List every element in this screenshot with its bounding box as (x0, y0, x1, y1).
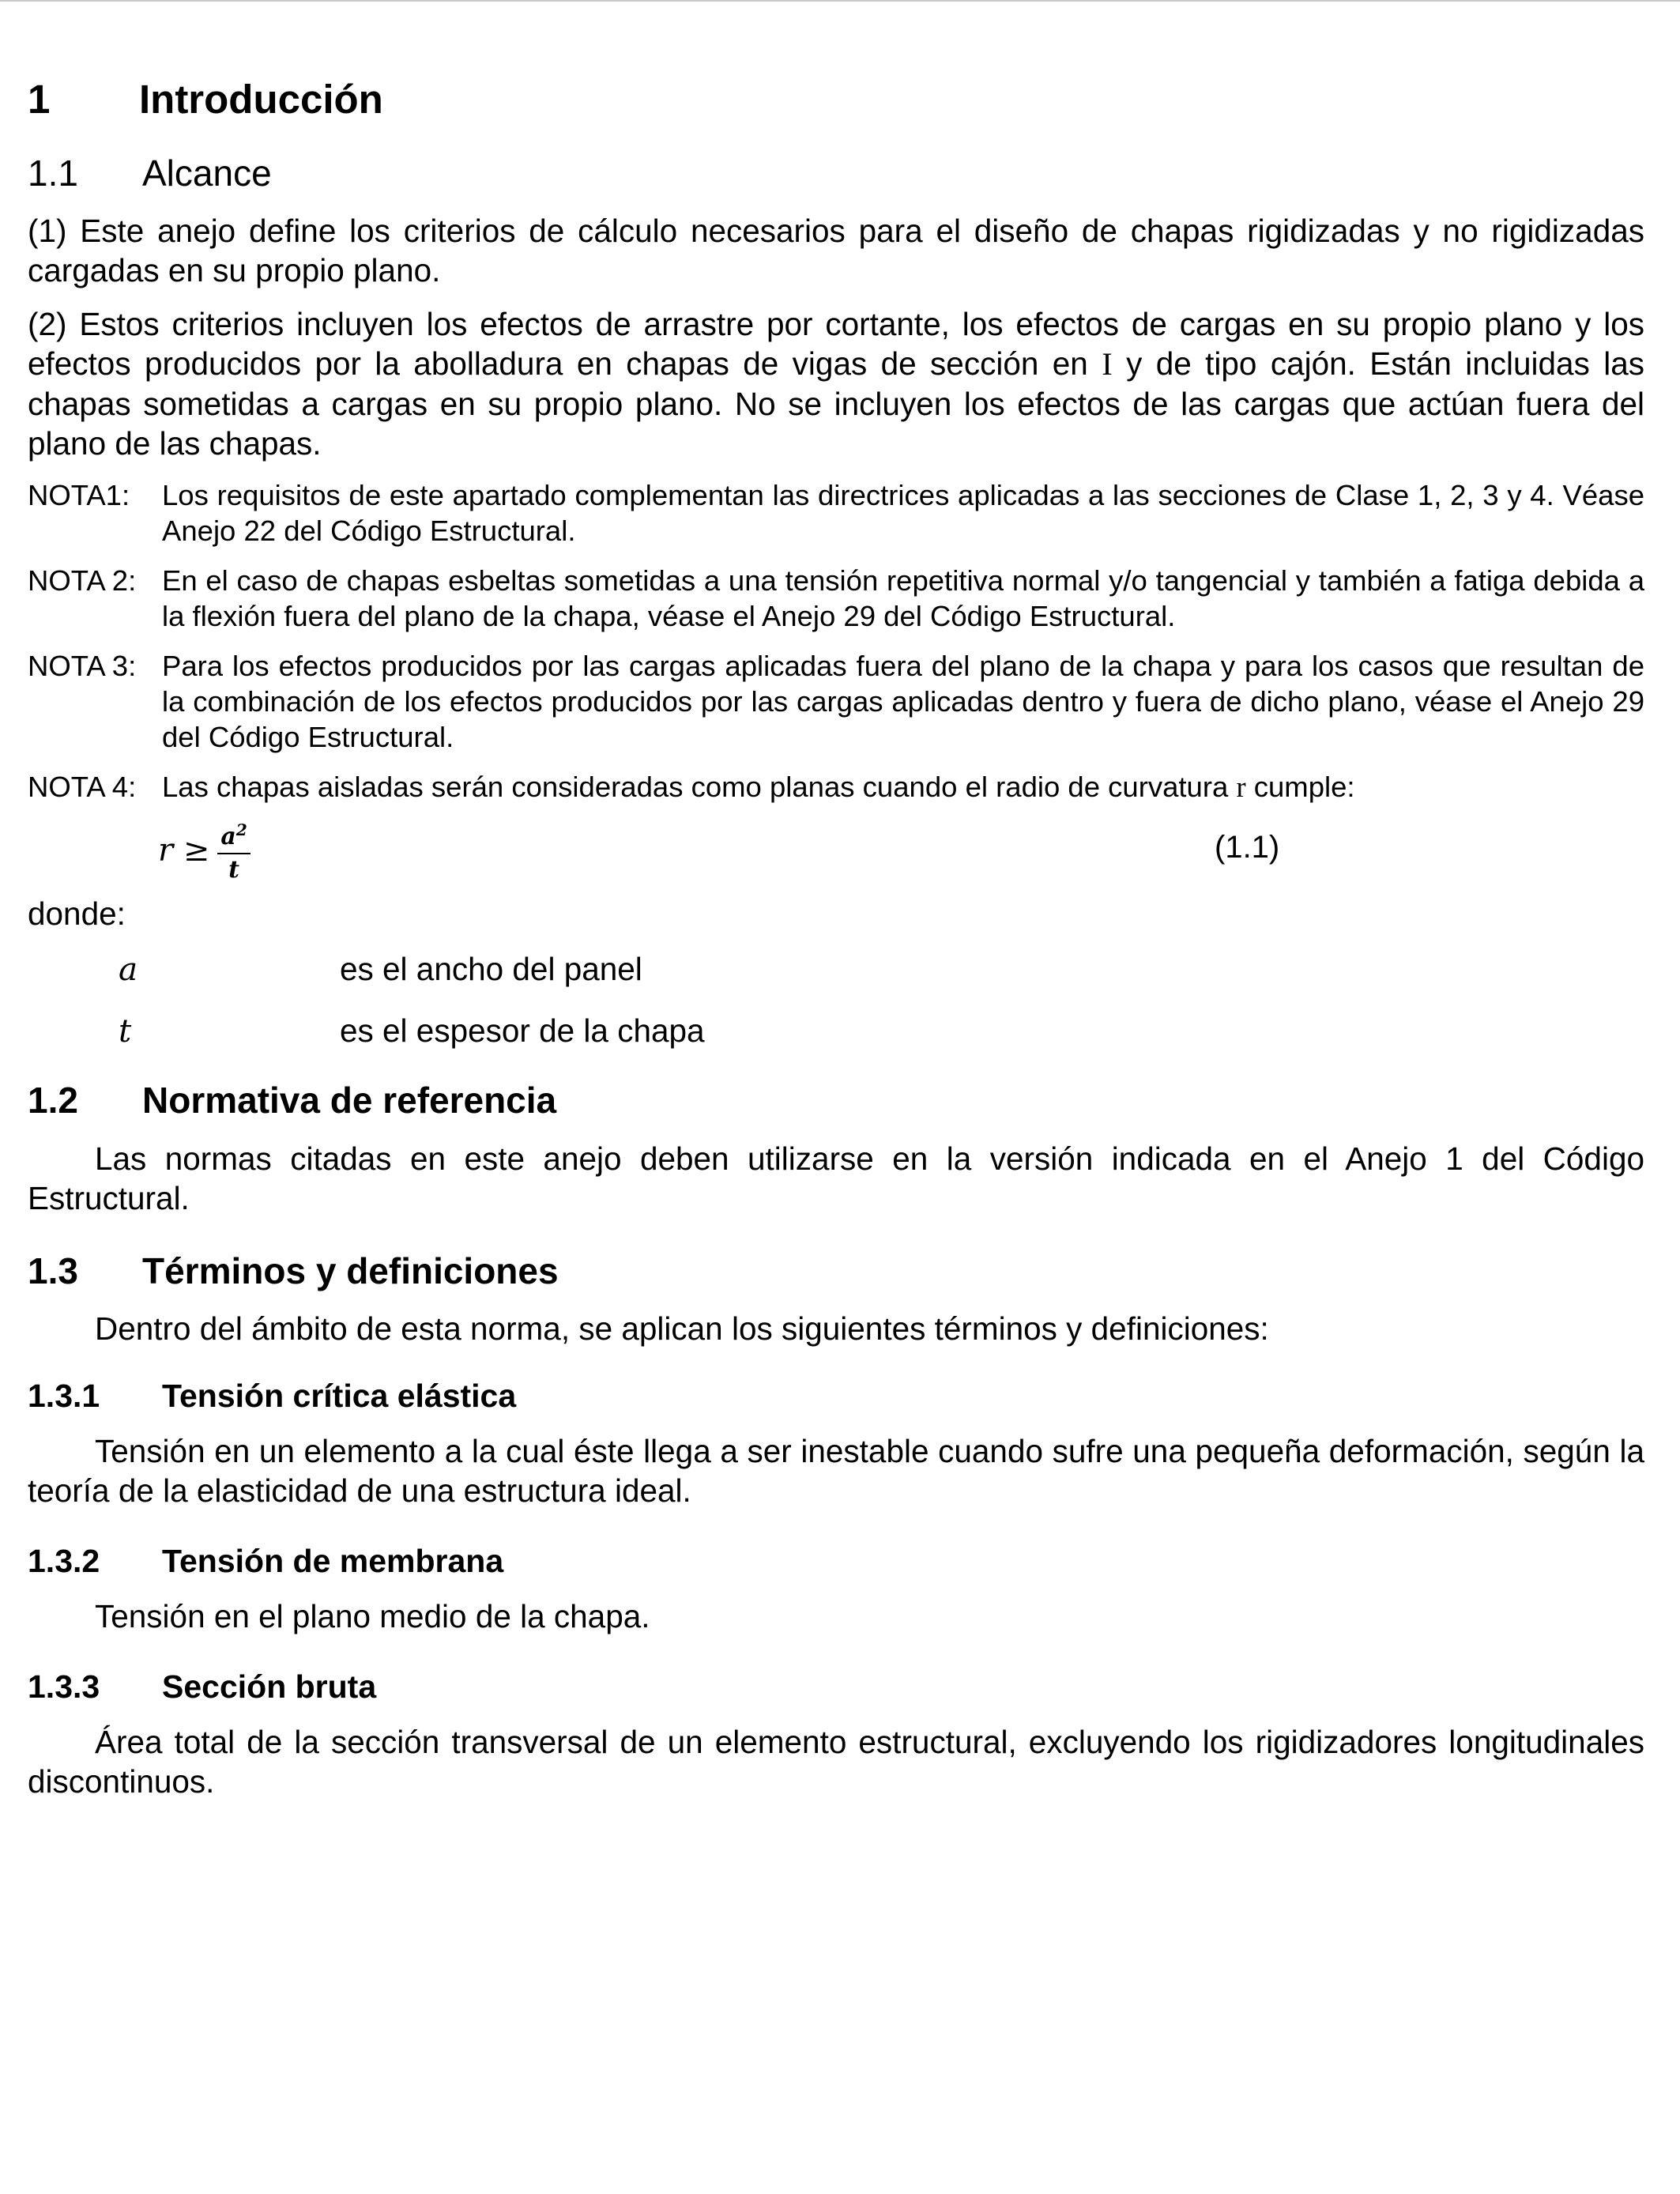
note-text: Para los efectos producidos por las cargas aplicadas fuera del plano de la chapa y para los casos que resultan de la combinación de los efectos producidos por las cargas aplicadas dentro y fuera de dicho plano, véase el Anejo 29 del Código Estructural. (162, 650, 1644, 754)
paragraph: Las normas citadas en este anejo deben utilizarse en la versión indicada en el Anejo 1 del Código Estructural. (28, 1140, 1644, 1216)
fraction-numerator: $a^2$ (217, 816, 250, 854)
variable-description: es el espesor de la chapa (340, 1012, 705, 1050)
variable-symbol: t (119, 1012, 132, 1050)
note-text: Las chapas aisladas serán consideradas como planas cuando el radio de curvatura r cumple: (162, 771, 1355, 804)
note-text: Los requisitos de este apartado complementan las directrices aplicadas a las secciones de Clase 1, 2, 3 y 4. Véase Anejo 22 del Código Estructural. (162, 479, 1644, 548)
where-label: donde: (28, 895, 126, 933)
top-border-line (0, 0, 1680, 2)
section-number: 1.3 (28, 1250, 78, 1291)
section-number: 1.2 (28, 1080, 78, 1122)
section-title: Sección bruta (162, 1668, 377, 1706)
note-label: NOTA 2: (28, 564, 137, 598)
definition-text: Tensión en un elemento a la cual éste llega a ser inestable cuando sufre una pequeña deformación, según la teoría de la elasticidad de una estructura ideal. (28, 1432, 1644, 1509)
variable-definition (28, 1011, 1644, 1050)
equation-number: (1.1) (1215, 830, 1280, 865)
paragraph: Dentro del ámbito de esta norma, se aplican los siguientes términos y definiciones: (95, 1310, 1269, 1347)
note-label: NOTA 4: (28, 771, 137, 804)
section-number: 1 (28, 77, 51, 122)
note-3 (28, 648, 1644, 755)
fraction (217, 816, 250, 884)
section-title: Tensión crítica elástica (162, 1377, 517, 1414)
note-4 (28, 769, 1644, 805)
definition-text: Área total de la sección transversal de un elemento estructural, excluyendo los rigidizadores longitudinales discontinuos. (28, 1724, 1644, 1800)
variable-definition (28, 949, 1644, 989)
section-title: Tensión de membrana (162, 1542, 504, 1579)
section-heading-1-3 (28, 1250, 1644, 1293)
note-label: NOTA 3: (28, 650, 137, 683)
paragraph-2: (2) Estos criterios incluyen los efectos de arrastre por cortante, los efectos de cargas en su propio plano y los efectos producidos por la abolladura en chapas de vigas de sección en I y de tipo cajón. Están incluidas las chapas sometidas a cargas en su propio plano. No se incluyen los efectos de las cargas que actúan fuera del plano de las chapas. (28, 306, 1644, 462)
fraction-denominator: t (228, 856, 239, 884)
section-heading-1-3-2 (28, 1542, 1644, 1581)
equation-1-1 (28, 812, 1644, 888)
variable-description: es el ancho del panel (340, 951, 642, 988)
section-title: Introducción (139, 77, 383, 122)
document-page (28, 75, 1644, 1815)
equation-lhs: r ≥ (158, 831, 210, 869)
section-heading-1 (28, 75, 1644, 123)
section-number: 1.3.1 (28, 1377, 100, 1414)
note-text: En el caso de chapas esbeltas sometidas a una tensión repetitiva normal y/o tangencial y también a fatiga debida a la flexión fuera del plano de la chapa, véase el Anejo 29 del Código Estructural. (162, 564, 1644, 633)
section-number: 1.3.3 (28, 1668, 100, 1706)
note-2 (28, 563, 1644, 634)
section-title: Alcance (142, 153, 272, 194)
variable-symbol: a (119, 950, 138, 989)
i-section-symbol: I (1102, 346, 1113, 383)
radius-symbol: r (1236, 771, 1246, 804)
section-number: 1.1 (28, 153, 78, 194)
section-heading-1-3-1 (28, 1377, 1644, 1416)
section-number: 1.3.2 (28, 1542, 100, 1579)
section-heading-1-1 (28, 152, 1644, 195)
note-label: NOTA1: (28, 479, 130, 512)
note-1 (28, 477, 1644, 548)
section-title: Términos y definiciones (142, 1250, 559, 1291)
equation-formula (158, 812, 250, 888)
section-heading-1-2 (28, 1079, 1644, 1122)
paragraph-1: (1) Este anejo define los criterios de cálculo necesarios para el diseño de chapas rigidizadas y no rigidizadas cargadas en su propio plano. (28, 213, 1644, 289)
definition-text: Tensión en el plano medio de la chapa. (95, 1598, 650, 1635)
section-heading-1-3-3 (28, 1668, 1644, 1706)
section-title: Normativa de referencia (142, 1080, 557, 1122)
